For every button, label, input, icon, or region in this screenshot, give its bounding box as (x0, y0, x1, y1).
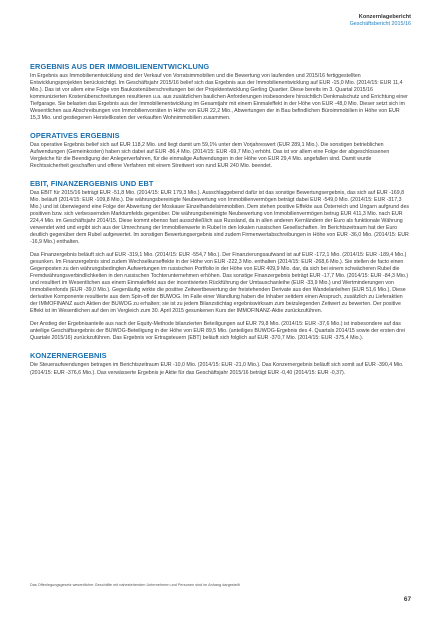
page-number: 67 (403, 596, 411, 603)
paragraph: Die Steueraufwendungen betragen im Berichtszeitraum EUR -10,0 Mio. (2014/15: EUR -21,0 Mio.). Das Konzernergebnis beläuft sich somit auf EUR -390,4 Mio. (2014/15: EUR -376,6 Mio.). Das verwässerte Ergebnis je Aktie für das Geschäftsjahr 2015/16 beträgt EUR -0,40 (2014/15: EUR -0,37). (30, 362, 404, 376)
main-content (30, 62, 411, 383)
paragraph: Im Ergebnis aus Immobilienentwicklung sind der Verkauf von Vorratsimmobilien und die Bewertung von laufenden und 2015/16 fertiggestellten Entwicklungsprojekten berücksichtigt. Im Geschäftsjahr 2015/16 belief sich das Ergebnis aus der Immobilienentwicklung auf EUR -15,0 Mio. (2014/15: EUR 11,4 Mio.). Das ist vor allem eine Folge von Baukostenüberschreitungen bei der Projektentwicklung Gerling Quartier. Diese bereits im 3. Quartal 2015/16 kommunizierten Kostenüberschreitungen resultieren u.a. aus zusätzlichen baulichen Anforderungen insbesondere hinsichtlich Denkmalschutz und Errichtung einer Tiefgarage. Sie belasten das Ergebnis aus der Immobilienentwicklung im Gesamtjahr mit einem Einmaleffekt in der Höhe von EUR -48,0 Mio. Dieser setzt sich im Wesentlichen aus Abschreibungen von Immobilienvorräten in Höhe von EUR 22,2 Mio., Abwertungen der in Bau befindlichen Büroimmobilien in Höhe von EUR 15,3 Mio. und gestiegenen Herstellkosten der verkauften Wohnimmobilien zusammen. (30, 73, 408, 122)
paragraph: Das EBIT für 2015/16 beträgt EUR -51,8 Mio. (2014/15: EUR 179,3 Mio.). Ausschlaggebend dafür ist das sonstige Bewertungsergebnis, das sich auf EUR -169,8 Mio. beläuft (2014/15: EUR -109,8 Mio.). Die währungsbereinigte Neubewertung von Immobilienvermögen beträgt dabei EUR -549,0 Mio. (2014/15: EUR -317,3 Mio.) und ist überwiegend eine Folge der Abwertung der Moskauer Einzelhandelsimmobilien. Dem stehen positive Effekte aus Österreich und Ungarn aufgrund des positiven bzw. sich verbessernden Marktumfelds gegenüber. Die währungsbereinigte Neubewertung von Immobilienvermögen betrug EUR 411,3 Mio. nach EUR 224,4 Mio. im Geschäftsjahr 2014/15. Diese kommt ebenso fast ausschließlich aus Russland, da in allen anderen Kernländern der Euro als funktionale Währung verwendet wird und ergibt sich aus der Umrechnung der Immobilienwerte in Rubel in den lokalen russischen Gesellschaften. Im Berichtszeitraum hat der Euro deutlich gegenüber dem Rubel aufgewertet. Im sonstigen Bewertungsergebnis sind zudem Firmenwertabschreibungen in Höhe von EUR -36,0 Mio. (2014/15: EUR -16,9 Mio.) enthalten. (30, 190, 409, 246)
section-konzernergebnis (30, 351, 411, 376)
section-operatives-ergebnis (30, 131, 411, 170)
paragraph: Das Finanzergebnis beläuft sich auf EUR -319,1 Mio. (2014/15: EUR -554,7 Mio.). Der Finanzierungsaufwand ist auf EUR -172,1 Mio. (2014/15: EUR -189,4 Mio.) gesunken. Im Finanzergebnis sind zudem Wechselkurseffekte in der Höhe von EUR -222,3 Mio. enthalten (2014/15: EUR -268,6 Mio.). Sie stellen de facto einen Gegenposten zu den währungsbedingten Aufwertungen im russischen Portfolio in der Höhe von EUR 409,9 Mio. dar, da sich bei einem schwächeren Rubel die Fremdwährungsverbindlichkeiten in den russischen Tochterunternehmen erhöhen. Das sonstige Finanzergebnis beträgt EUR -17,7 Mio. (2014/15: EUR -84,3 Mio.) und resultiert im Wesentlichen aus einem Einmaleffekt aus der incentivierten Rückführung der Umtauschanleihe (EUR -33,9 Mio.) und Wertminderungen von Immobilienfonds (EUR -39,0 Mio.). Gegenläufig wirkte die positive Zeitwertbewertung der freistehenden Derivate aus den Wandelanleihen (EUR 51,6 Mio.). Diese derivative Komponente resultierte aus dem Spin-off der BUWOG. Im Falle einer Wandlung haben die Inhaber seitdem einen Anspruch, zusätzlich zu Lieferaktien der IMMOFINANZ auch Aktien der BUWOG zu erhalten; sie ist zu jedem Bilanzstichtag ergebniswirksam zum beizulegenden Zeitwert zu bewerten. Der positive Effekt ist im Wesentlichen auf den im Vergleich zum 30. April 2015 gesunkenen Kurs der IMMOFINANZ-Aktie zurückzuführen. (30, 252, 409, 315)
section-title: KONZERNERGEBNIS (30, 351, 107, 361)
section-immobilienentwicklung (30, 62, 411, 122)
section-title: OPERATIVES ERGEBNIS (30, 131, 120, 141)
paragraph: Das operative Ergebnis belief sich auf EUR 118,2 Mio. und liegt damit um 59,1% unter dem Vorjahreswert (EUR 289,1 Mio.). Die sonstigen betrieblichen Aufwendungen (Gemeinkosten) haben sich dabei auf EUR -86,4 Mio. (2014/15: EUR -69,7 Mio.) erhöht. Das ist vor allem eine Folge der abgeschlossenen Vergleiche für die Beendigung der Anlegerverfahren, für die einmalige Aufwendungen in der Höhe von EUR 29,4 Mio. angefallen sind. Damit wurde Rechtssicherheit geschaffen und offene Verfahren mit einem Streitwert von rund EUR 240 Mio. beendet. (30, 142, 390, 170)
header-title: Konzernlagebericht (358, 14, 411, 20)
page-header (350, 14, 411, 28)
section-ebit-finanzergebnis (30, 179, 411, 342)
header-subtitle: Geschäftsbericht 2015/16 (349, 21, 411, 27)
section-title: ERGEBNIS AUS DER IMMOBILIENENTWICKLUNG (30, 62, 210, 71)
section-title: EBIT, FINANZERGEBNIS UND EBT (30, 179, 154, 189)
footnote: Das Offenlegungsgesetz wesentlicher Geschäfte mit nahestehenden Unternehmen und Personen sind im Anhang dargestellt (30, 583, 240, 587)
paragraph: Der Anstieg der Ergebnisanteile aus nach der Equity-Methode bilanzierten Beteiligungen auf EUR 79,8 Mio. (2014/15: EUR -37,6 Mio.) ist insbesondere auf das anteilige Geschäftsergebnis der BUWOG-Beteiligung in der Höhe von EUR 89,5 Mio. (anteiliges BUWOG-Ergebnis des 4. Quartals 2014/15 sowie der ersten drei Quartale 2015/16) zurückzuführen. Das Ergebnis vor Ertragsteuern (EBT) beläuft sich folglich auf EUR -370,7 Mio. (2014/15: EUR -375,4 Mio.). (30, 321, 405, 342)
